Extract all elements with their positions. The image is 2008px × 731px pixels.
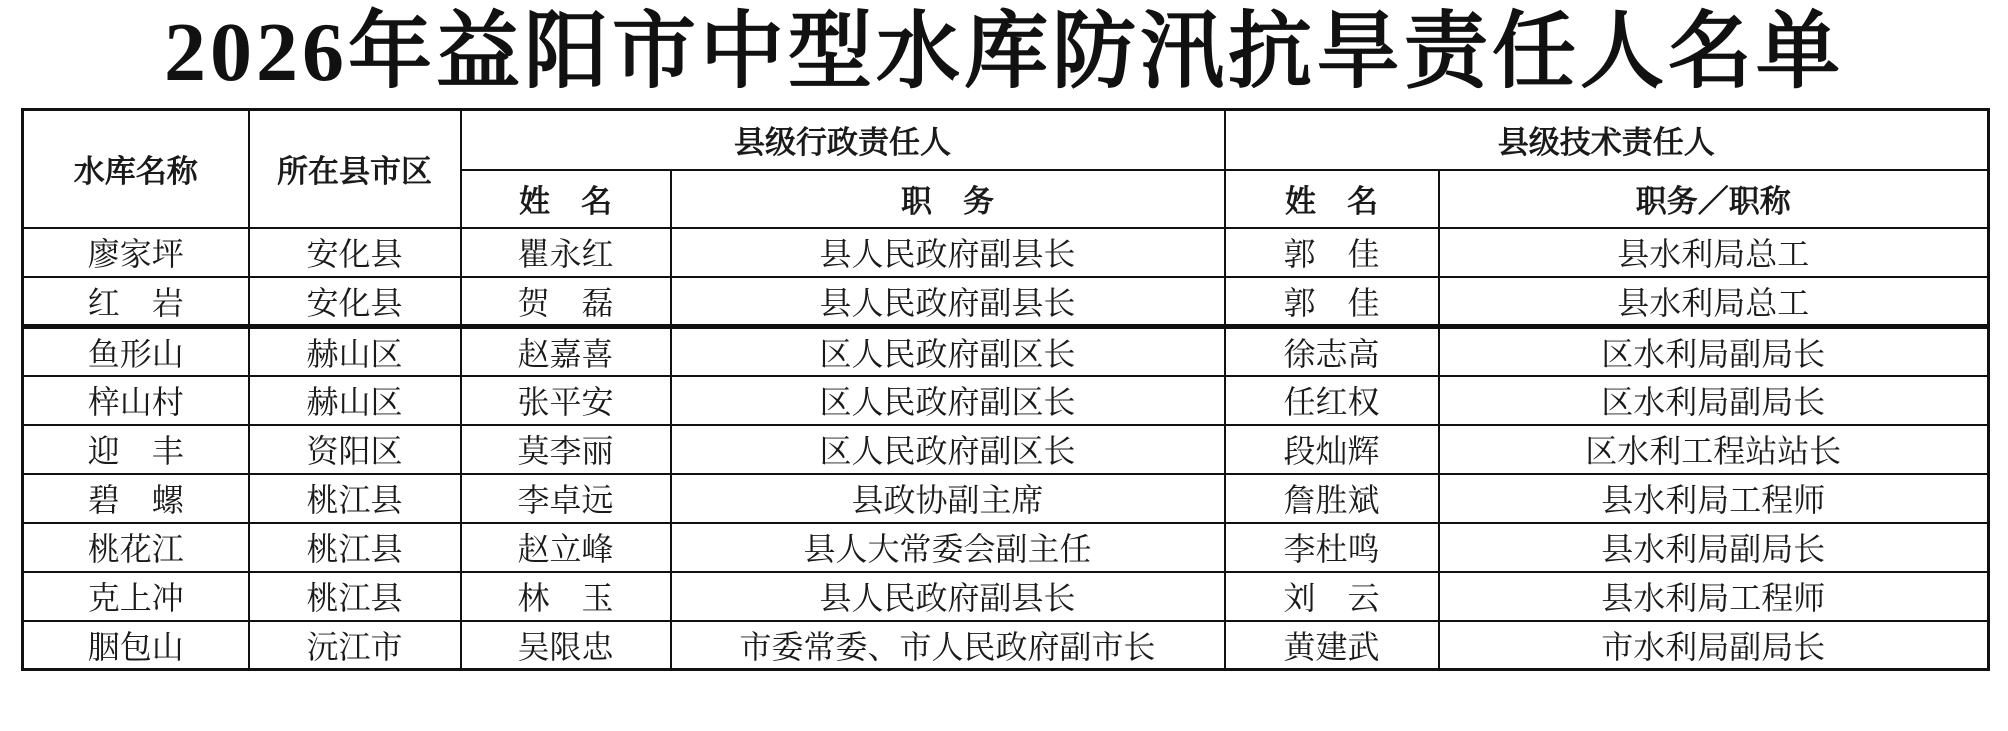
table-row (23, 326, 1989, 376)
county-cell: 赫山区 (249, 376, 461, 425)
tech-name-cell: 刘 云 (1225, 572, 1439, 621)
tech-name-cell: 段灿辉 (1225, 425, 1439, 474)
admin-position-cell: 区人民政府副区长 (671, 326, 1225, 376)
admin-name-cell: 莫李丽 (461, 425, 671, 474)
reservoir-name-cell: 碧 螺 (23, 474, 249, 523)
reservoir-name-cell: 胭包山 (23, 621, 249, 670)
tech-position-cell: 区水利局副局长 (1439, 326, 1989, 376)
table-row (23, 228, 1989, 277)
header-tech-name: 姓 名 (1225, 170, 1439, 228)
header-admin-position: 职 务 (671, 170, 1225, 228)
reservoir-name-cell: 鱼形山 (23, 326, 249, 376)
table-row (23, 425, 1989, 474)
reservoir-name-cell: 红 岩 (23, 277, 249, 327)
tech-name-cell: 徐志高 (1225, 326, 1439, 376)
reservoir-name-cell: 廖家坪 (23, 228, 249, 277)
admin-name-cell: 瞿永红 (461, 228, 671, 277)
county-cell: 安化县 (249, 277, 461, 327)
admin-position-cell: 县人大常委会副主任 (671, 523, 1225, 572)
county-cell: 桃江县 (249, 572, 461, 621)
admin-name-cell: 贺 磊 (461, 277, 671, 327)
tech-name-cell: 任红权 (1225, 376, 1439, 425)
table-body (23, 228, 1989, 670)
admin-name-cell: 赵立峰 (461, 523, 671, 572)
header-reservoir-name: 水库名称 (23, 110, 249, 228)
tech-name-cell: 李杜鸣 (1225, 523, 1439, 572)
admin-position-cell: 县人民政府副县长 (671, 572, 1225, 621)
county-cell: 桃江县 (249, 474, 461, 523)
admin-name-cell: 林 玉 (461, 572, 671, 621)
tech-position-cell: 县水利局工程师 (1439, 572, 1989, 621)
county-cell: 资阳区 (249, 425, 461, 474)
admin-position-cell: 区人民政府副区长 (671, 376, 1225, 425)
table-row (23, 572, 1989, 621)
tech-name-cell: 郭 佳 (1225, 228, 1439, 277)
admin-position-cell: 县人民政府副县长 (671, 228, 1225, 277)
admin-name-cell: 李卓远 (461, 474, 671, 523)
admin-name-cell: 吴限忠 (461, 621, 671, 670)
table-row (23, 523, 1989, 572)
admin-position-cell: 市委常委、市人民政府副市长 (671, 621, 1225, 670)
page-title: 2026年益阳市中型水库防汛抗旱责任人名单 (163, 6, 1844, 99)
county-cell: 沅江市 (249, 621, 461, 670)
tech-position-cell: 市水利局副局长 (1439, 621, 1989, 670)
admin-position-cell: 县人民政府副县长 (671, 277, 1225, 327)
county-cell: 赫山区 (249, 326, 461, 376)
tech-name-cell: 郭 佳 (1225, 277, 1439, 327)
header-admin-name: 姓 名 (461, 170, 671, 228)
tech-position-cell: 县水利局工程师 (1439, 474, 1989, 523)
county-cell: 桃江县 (249, 523, 461, 572)
reservoir-name-cell: 梓山村 (23, 376, 249, 425)
table-row (23, 376, 1989, 425)
table-row (23, 277, 1989, 327)
admin-position-cell: 县政协副主席 (671, 474, 1225, 523)
table-row (23, 474, 1989, 523)
responsibility-roster-table (21, 108, 1990, 671)
header-tech-group: 县级技术责任人 (1225, 110, 1989, 170)
tech-name-cell: 詹胜斌 (1225, 474, 1439, 523)
county-cell: 安化县 (249, 228, 461, 277)
tech-position-cell: 区水利局副局长 (1439, 376, 1989, 425)
tech-position-cell: 区水利工程站站长 (1439, 425, 1989, 474)
reservoir-name-cell: 克上冲 (23, 572, 249, 621)
header-county: 所在县市区 (249, 110, 461, 228)
tech-position-cell: 县水利局总工 (1439, 277, 1989, 327)
reservoir-name-cell: 迎 丰 (23, 425, 249, 474)
header-row-groups (23, 110, 1989, 170)
admin-position-cell: 区人民政府副区长 (671, 425, 1225, 474)
tech-name-cell: 黄建武 (1225, 621, 1439, 670)
admin-name-cell: 赵嘉喜 (461, 326, 671, 376)
header-admin-group: 县级行政责任人 (461, 110, 1225, 170)
table-header (23, 110, 1989, 228)
tech-position-cell: 县水利局副局长 (1439, 523, 1989, 572)
tech-position-cell: 县水利局总工 (1439, 228, 1989, 277)
admin-name-cell: 张平安 (461, 376, 671, 425)
header-tech-position: 职务／职称 (1439, 170, 1989, 228)
reservoir-name-cell: 桃花江 (23, 523, 249, 572)
table-row (23, 621, 1989, 670)
